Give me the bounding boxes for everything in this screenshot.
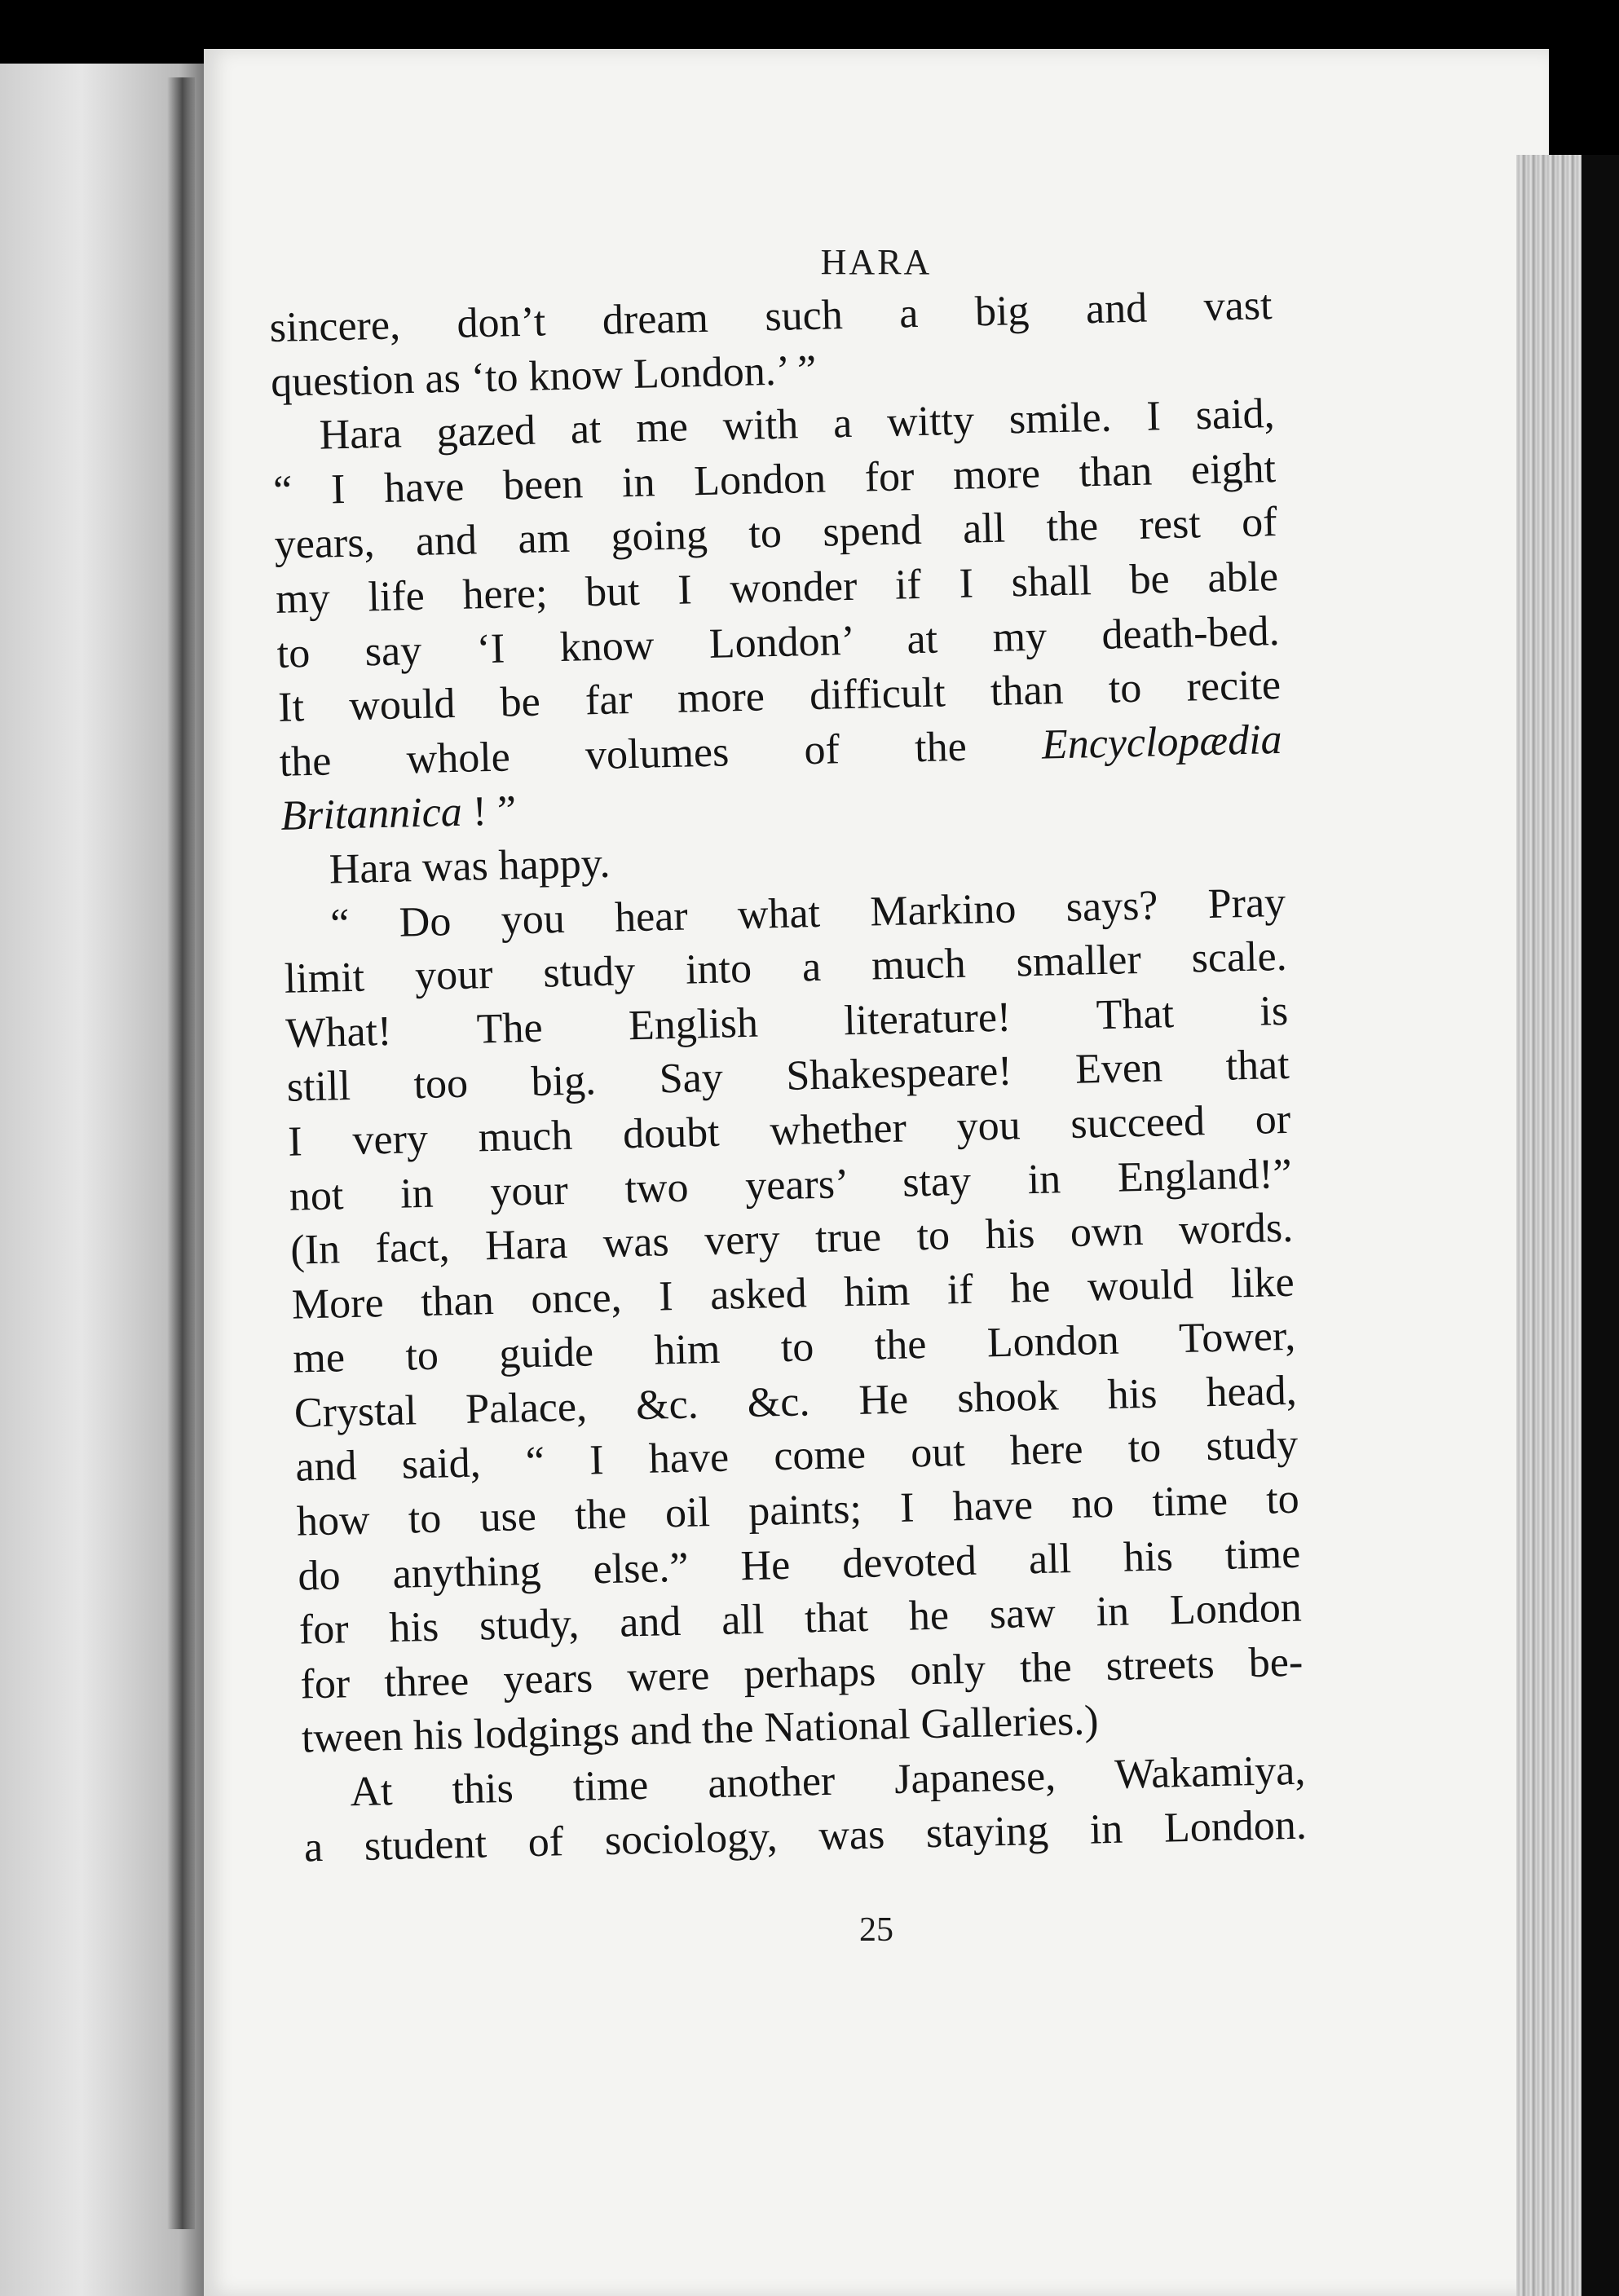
text-line: question as ‘to know London.’ ”	[270, 346, 817, 406]
text-line: still too big. Say Shakespeare! Even that	[286, 1042, 1290, 1112]
text-line: (In fact, Hara was very true to his own words.	[289, 1204, 1294, 1274]
text-line: More than once, I asked him if he would like	[291, 1258, 1295, 1329]
text-line: me to guide him to the London Tower,	[292, 1313, 1296, 1382]
text-line: not in your two years’ stay in England!”	[289, 1150, 1293, 1220]
text-line: years, and am going to spend all the rest of	[274, 499, 1278, 569]
text-line: for his study, and all that he saw in London	[298, 1584, 1303, 1654]
text-line: Crystal Palace, &c. &c. He shook his head,	[293, 1367, 1298, 1437]
text-line: my life here; but I wonder if I shall be able	[275, 553, 1279, 623]
text-line: to say ‘I know London’ at my death-bed.	[276, 607, 1281, 677]
text-line: Britannica ! ”	[280, 787, 517, 840]
text-line: limit your study into a much smaller scale.	[284, 933, 1288, 1003]
text-line: “ Do you hear what Markino says? Pray	[329, 879, 1286, 948]
fore-edge-shadow	[1582, 155, 1619, 2296]
text-line: What! The English literature! That is	[285, 987, 1289, 1057]
text-line: the whole volumes of the Encyclopædia	[279, 716, 1283, 786]
body-text	[269, 279, 1307, 1875]
text-line: It would be far more difficult than to recite	[277, 662, 1282, 732]
page-number: 25	[859, 1911, 893, 1949]
text-line: for three years were perhaps only the streets be-	[299, 1638, 1304, 1708]
text-line: how to use the oil paints; I have no time to	[296, 1475, 1300, 1545]
text-line: tween his lodgings and the National Galleries.)	[301, 1697, 1100, 1762]
text-line: do anything else.” He devoted all his time	[297, 1530, 1301, 1600]
text-line: “ I have been in London for more than eight	[272, 444, 1277, 514]
text-line: Hara gazed at me with a witty smile. I said,	[319, 390, 1276, 459]
text-line: Hara was happy.	[329, 840, 611, 893]
text-line: I very much doubt whether you succeed or	[287, 1095, 1291, 1166]
gutter-shadow	[167, 77, 195, 2229]
text-line: and said, “ I have come out here to study	[294, 1421, 1299, 1492]
text-line: sincere, don’t dream such a big and vast	[269, 282, 1273, 351]
text-line: At this time another Japanese, Wakamiya,	[349, 1747, 1306, 1816]
text-line: a student of sociology, was staying in London.	[303, 1801, 1308, 1871]
running-head: HARA	[820, 242, 933, 282]
